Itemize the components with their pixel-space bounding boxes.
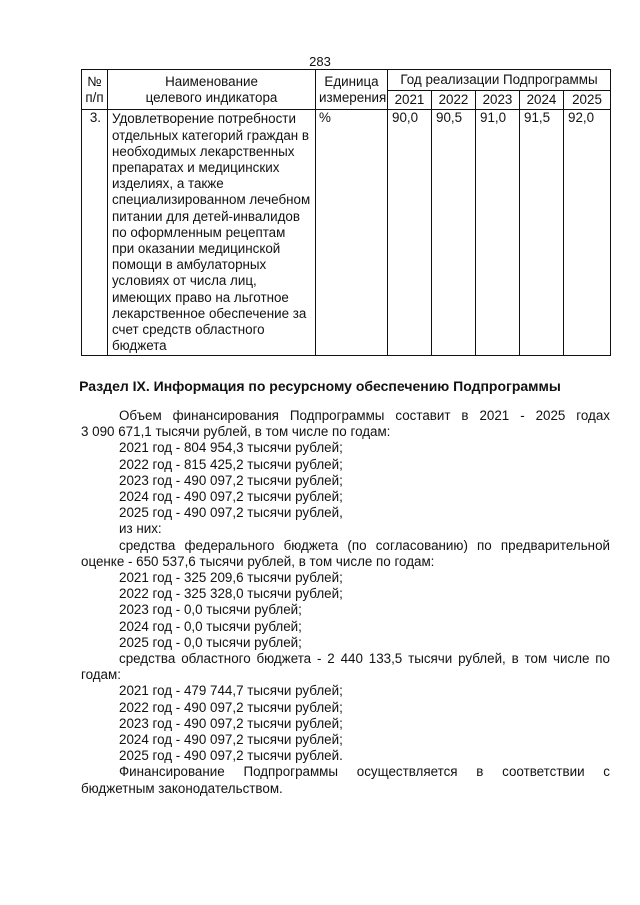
financing-text — [81, 408, 610, 797]
total-year-line: 2022 год - 815 425,2 тысячи рублей; — [119, 456, 343, 472]
indicator-table — [81, 69, 611, 356]
intro-line-2: 3 090 671,1 тысячи рублей, в том числе по годам: — [81, 424, 391, 440]
regional-line-2: годам: — [81, 667, 121, 683]
header-indicator-name: Наименование целевого индикатора — [108, 70, 316, 110]
row-indicator-name: Удовлетворение потребности отдельных категорий граждан в необходимых лекарственных препаратах и медицинских изделиях, а также специализированном лечебном питании для детей-инвалидов по оформленным рецептам при оказании медицинской помощи в амбулаторных условиях от числа лиц, имеющих право на льготное лекарственное обеспечение за счет средств областного бюджета — [108, 110, 316, 356]
row-unit: % — [316, 110, 388, 356]
header-year-2023: 2023 — [476, 91, 520, 110]
federal-line-2: оценке - 650 537,6 тысячи рублей, в том числе по годам: — [81, 553, 435, 569]
table-row — [82, 110, 611, 356]
header-year-2024: 2024 — [520, 91, 564, 110]
regional-year-line: 2022 год - 490 097,2 тысячи рублей; — [119, 699, 343, 715]
row-number: 3. — [82, 110, 108, 356]
row-value-2022: 90,5 — [432, 110, 476, 356]
federal-year-line: 2022 год - 325 328,0 тысячи рублей; — [119, 586, 343, 602]
header-number: № п/п — [82, 70, 108, 110]
header-year-2025: 2025 — [564, 91, 611, 110]
header-year-2021: 2021 — [388, 91, 432, 110]
table-header-row — [82, 70, 611, 91]
row-value-2021: 90,0 — [388, 110, 432, 356]
header-unit: Единица измерения — [316, 70, 388, 110]
page-number: 283 — [309, 54, 331, 69]
regional-year-line: 2024 год - 490 097,2 тысячи рублей; — [119, 732, 343, 748]
regional-year-line: 2023 год - 490 097,2 тысячи рублей; — [119, 715, 343, 731]
row-value-2024: 91,5 — [520, 110, 564, 356]
federal-year-line: 2021 год - 325 209,6 тысячи рублей; — [119, 570, 343, 586]
header-year-2022: 2022 — [432, 91, 476, 110]
federal-year-line: 2025 год - 0,0 тысячи рублей; — [119, 634, 302, 650]
federal-line-1: средства федерального бюджета (по согласованию) по предварительной — [119, 537, 610, 553]
closing-line-2: бюджетным законодательством. — [81, 780, 283, 796]
regional-year-line: 2025 год - 490 097,2 тысячи рублей. — [119, 748, 343, 764]
regional-year-line: 2021 год - 479 744,7 тысячи рублей; — [119, 683, 343, 699]
federal-year-line: 2023 год - 0,0 тысячи рублей; — [119, 602, 302, 618]
total-year-line: 2021 год - 804 954,3 тысячи рублей; — [119, 440, 343, 456]
header-period: Год реализации Подпрограммы — [388, 70, 611, 91]
row-value-2025: 92,0 — [564, 110, 611, 356]
total-year-line: 2023 год - 490 097,2 тысячи рублей; — [119, 472, 343, 488]
intro-line-1: Объем финансирования Подпрограммы составит в 2021 - 2025 годах — [119, 408, 610, 423]
section-heading: Раздел IX. Информация по ресурсному обеспечению Подпрограммы — [79, 378, 561, 394]
total-year-line: 2025 год - 490 097,2 тысячи рублей, — [119, 505, 343, 521]
closing-line-1: Финансирование Подпрограммы осуществляется в соответствии с — [119, 764, 610, 780]
regional-line-1: средства областного бюджета - 2 440 133,5 тысячи рублей, в том числе по — [119, 651, 610, 667]
federal-year-line: 2024 год - 0,0 тысячи рублей; — [119, 618, 302, 634]
total-year-line: 2024 год - 490 097,2 тысячи рублей; — [119, 489, 343, 505]
of-them-line: из них: — [119, 521, 162, 537]
row-value-2023: 91,0 — [476, 110, 520, 356]
